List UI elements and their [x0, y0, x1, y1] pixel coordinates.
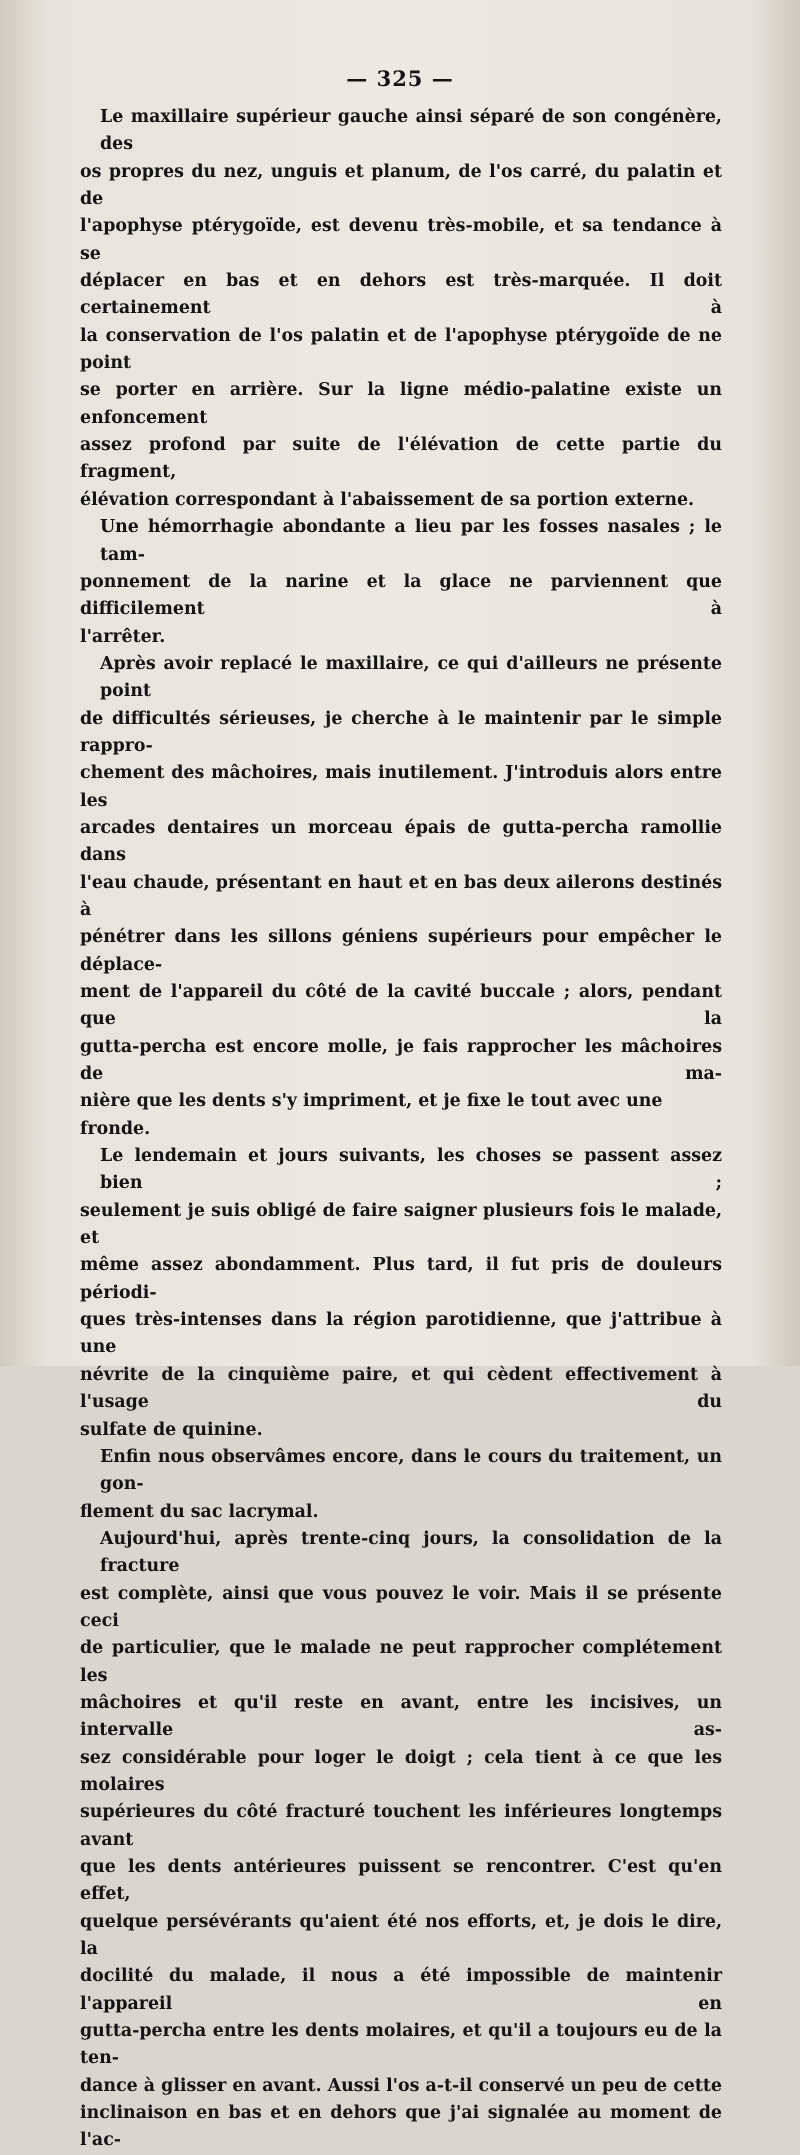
text-line: pénétrer dans les sillons géniens supérieurs pour empêcher le déplace-	[80, 927, 722, 975]
text-line: gutta-percha entre les dents molaires, et qu'il a toujours eu de la ten-	[80, 2021, 722, 2069]
text-line: déplacer en bas et en dehors est très-marquée. Il doit certainement à	[80, 271, 722, 319]
text-line: l'eau chaude, présentant en haut et en bas deux ailerons destinés à	[80, 872, 722, 920]
text-line: la conservation de l'os palatin et de l'apophyse ptérygoïde de ne point	[80, 325, 722, 374]
text-line: élévation correspondant à l'abaissement de sa portion externe.	[80, 489, 695, 510]
text-line: gutta-percha est encore molle, je fais rapprocher les mâchoires de ma-	[80, 1036, 722, 1085]
page-body	[80, 104, 722, 2155]
paragraph-4	[80, 1143, 722, 1444]
text-line: Après avoir replacé le maxillaire, ce qui d'ailleurs ne présente point	[100, 653, 722, 702]
text-line: se porter en arrière. Sur la ligne médio-palatine existe un enfoncement	[80, 380, 722, 428]
text-line: Une hémorrhagie abondante a lieu par les fosses nasales ; le tam-	[100, 517, 722, 565]
text-line: de difficultés sérieuses, je cherche à le maintenir par le simple rappro-	[80, 708, 722, 756]
paragraph-2	[80, 514, 722, 651]
text-line: ponnement de la narine et la glace ne parviennent que difficilement à	[80, 571, 722, 620]
text-line: Le maxillaire supérieur gauche ainsi séparé de son congénère, des	[100, 107, 722, 155]
text-line: ques très-intenses dans la région parotidienne, que j'attribue à une	[80, 1310, 722, 1358]
text-line: nière que les dents s'y impriment, et je fixe le tout avec une fronde.	[80, 1091, 663, 1139]
text-line: flement du sac lacrymal.	[80, 1501, 319, 1522]
text-line: Le lendemain et jours suivants, les choses se passent assez bien ;	[100, 1146, 722, 1194]
text-line: mâchoires et qu'il reste en avant, entre les incisives, un intervalle as-	[80, 1692, 722, 1741]
text-line: que les dents antérieures puissent se rencontrer. C'est qu'en effet,	[80, 1857, 722, 1905]
text-line: docilité du malade, il nous a été impossible de maintenir l'appareil en	[80, 1966, 722, 2014]
text-line: l'apophyse ptérygoïde, est devenu très-mobile, et sa tendance à se	[80, 216, 722, 264]
text-line: sulfate de quinine.	[80, 1419, 263, 1440]
text-line: névrite de la cinquième paire, et qui cèdent effectivement à l'usage du	[80, 1364, 722, 1413]
text-line: arcades dentaires un morceau épais de gutta-percha ramollie dans	[80, 817, 722, 866]
text-line: ment de l'appareil du côté de la cavité buccale ; alors, pendant que la	[80, 982, 722, 1030]
text-line: chement des mâchoires, mais inutilement. J'introduis alors entre les	[80, 763, 722, 811]
text-line: supérieures du côté fracturé touchent les inférieures longtemps avant	[80, 1802, 722, 1850]
text-line: même assez abondamment. Plus tard, il fut pris de douleurs périodi-	[80, 1255, 722, 1303]
text-line: l'arrêter.	[80, 626, 166, 647]
paragraph-6	[80, 1526, 722, 2155]
text-line: Enfin nous observâmes encore, dans le cours du traitement, un gon-	[100, 1446, 722, 1495]
paragraph-1	[80, 104, 722, 514]
text-line: quelque persévérants qu'aient été nos efforts, et, je dois le dire, la	[80, 1911, 722, 1960]
paragraph-5	[80, 1444, 722, 1526]
text-line: Aujourd'hui, après trente-cinq jours, la consolidation de la fracture	[100, 1528, 722, 1577]
text-line: seulement je suis obligé de faire saigner plusieurs fois le malade, et	[80, 1200, 722, 1249]
page-number: — 325 —	[346, 66, 454, 91]
text-line: assez profond par suite de l'élévation de cette partie du fragment,	[80, 435, 722, 483]
text-line: dance à glisser en avant. Aussi l'os a-t-il conservé un peu de cette	[80, 2075, 722, 2096]
text-line: de particulier, que le malade ne peut rapprocher complétement les	[80, 1638, 722, 1686]
text-line: sez considérable pour loger le doigt ; cela tient à ce que les molaires	[80, 1747, 722, 1795]
text-line: est complète, ainsi que vous pouvez le voir. Mais il se présente ceci	[80, 1583, 722, 1631]
paragraph-3	[80, 651, 722, 1143]
text-line: os propres du nez, unguis et planum, de l'os carré, du palatin et de	[80, 161, 722, 210]
text-line: inclinaison en bas et en dehors que j'ai signalée au moment de l'ac-	[80, 2103, 722, 2151]
